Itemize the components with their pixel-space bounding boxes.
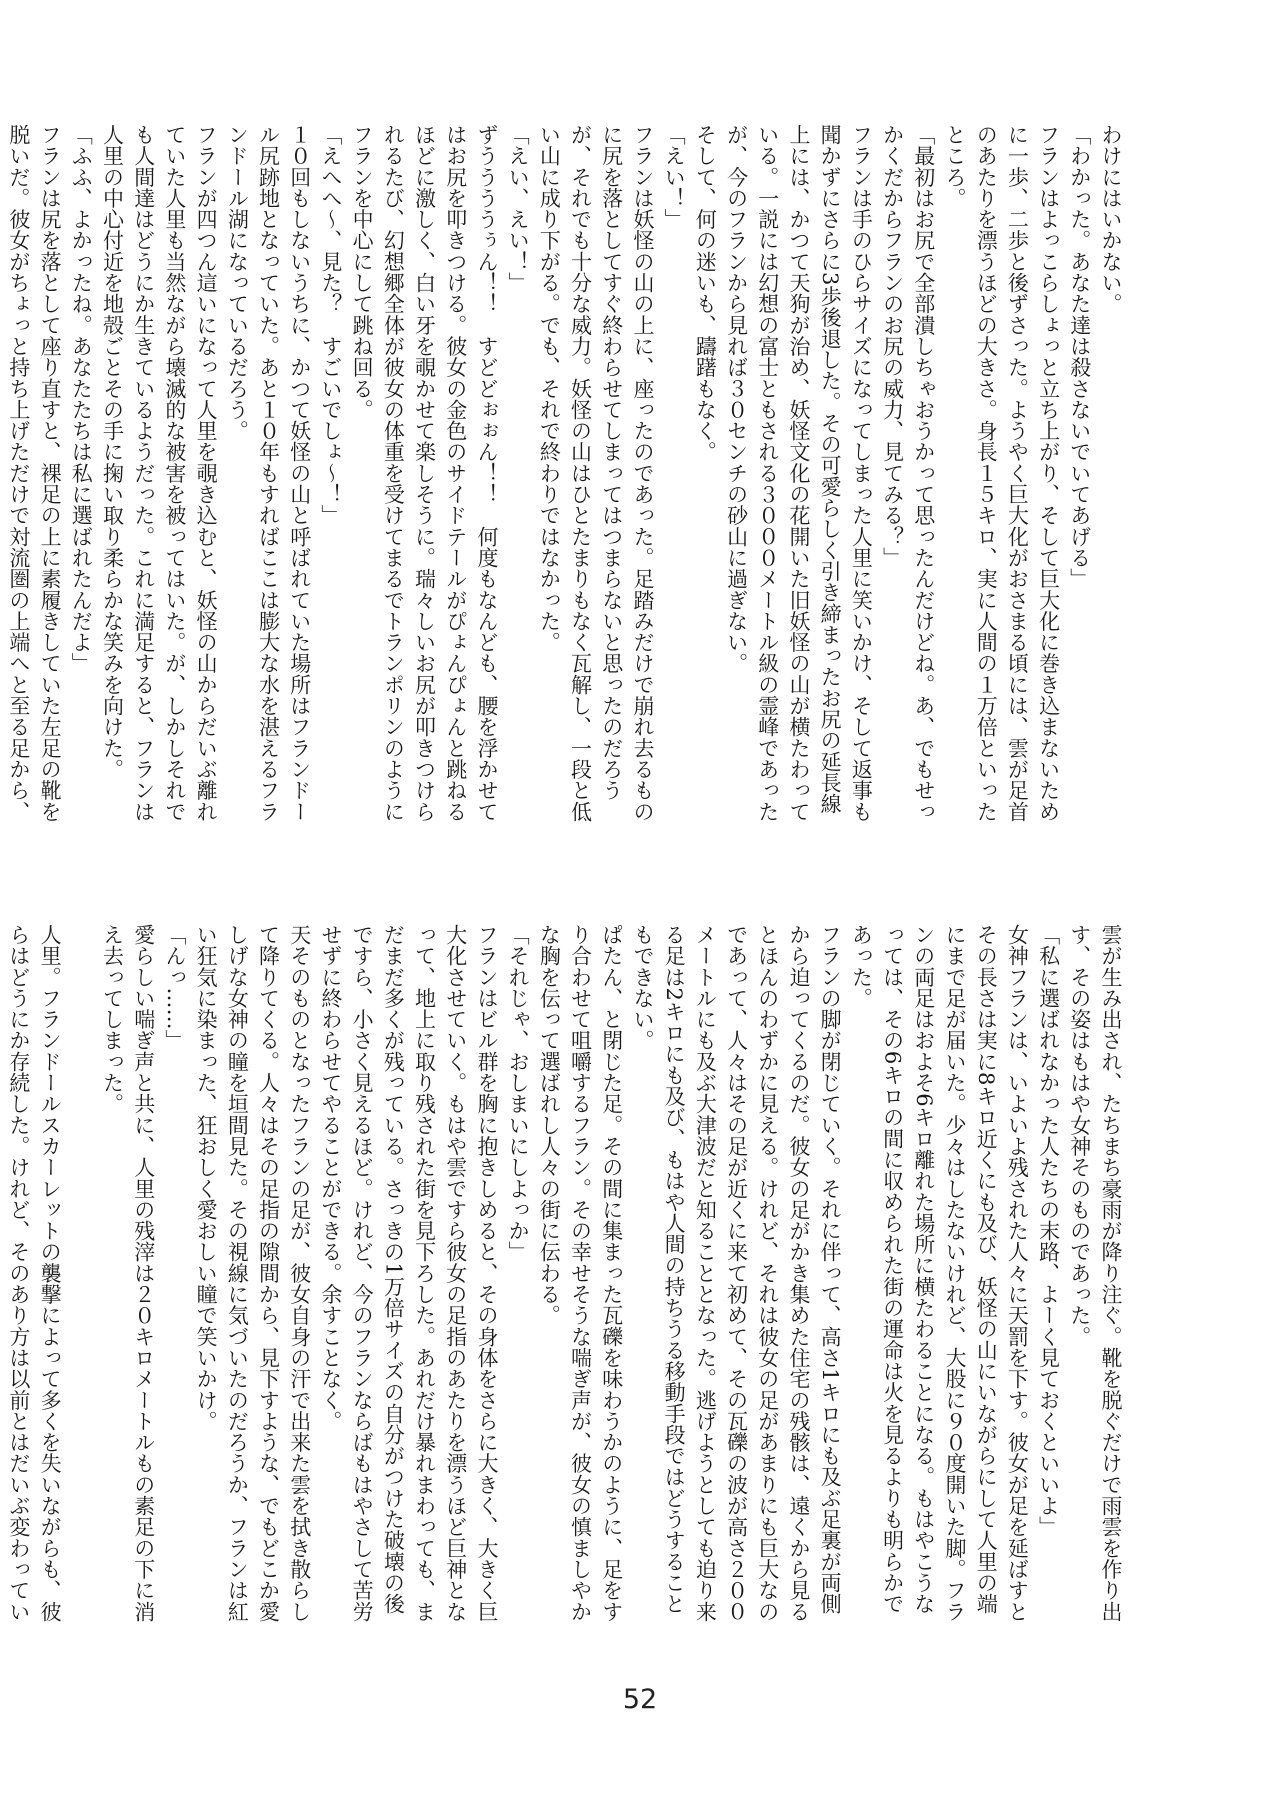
page-number: 52 bbox=[622, 1684, 658, 1715]
paragraph: 「私に選ばれなかった人たちの末路、よーく見ておくといいよ」 bbox=[1036, 924, 1061, 1538]
paragraph: ずううううぅん！！ すどどぉぉん！！ 何度もなんども、腰を浮かせてはお尻を叩きつける。彼女の金色のサイドテールがぴょんぴょんと跳ねるほどに激しく、白い牙を覗かせて楽しそうに。瑞々しいお尻が叩きつけられるたび、幻想郷全体が彼女の体重を受けてまるでトランポリンのようにフランを中心にして跳ね回る。 bbox=[350, 124, 499, 822]
paragraph: 「わかった。あなた達は殺さないでいてあげる」 bbox=[1067, 124, 1092, 590]
paragraph: 「えい！」 bbox=[662, 124, 687, 230]
paragraph: 「ふふ、よかったね。あなたたちは私に選ばれたんだよ」 bbox=[69, 124, 94, 674]
paragraph: 「それじゃ、おしまいにしよっか」 bbox=[506, 924, 531, 1263]
paragraph: 「えへへ～、見た？ すごいでしょ～！」 bbox=[318, 124, 343, 526]
paragraph: 雲が生み出され、たちまち豪雨が降り注ぐ。靴を脱ぐだけで雨雲を作り出す、その姿はもはや女神そのものであった。 bbox=[1067, 924, 1123, 1622]
paragraph: フランが四つん這いになって人里を覗き込むと、妖怪の山からだいぶ離れていた人里も当然ながら壊滅的な被害を被ってはいた。が、しかしそれでも人間達はどうにか生きているようだった。これに満足すると、フランは人里の中心付近を地殻ごとその手に掬い取り柔らかな笑みを向けた。 bbox=[100, 124, 219, 822]
paragraph: フランは妖怪の山の上に、座ったのであった。足踏みだけで崩れ去るものに尻を落としてすぐ終わらせてしまってはつまらないと思ったのだろうが、それでも十分な威力。妖怪の山はひとたまりもなく瓦解し、一段と低い山に成り下がる。でも、それで終わりではなかった。 bbox=[537, 124, 655, 822]
paragraph: フランの脚が閉じていく。それに伴って、高さ1キロにも及ぶ足裏が両側から迫ってくるのだ。彼女の足がかき集めた住宅の残骸は、遠くから見るとほんのわずかに見える。けれど、それは彼女の足があまりにも巨大なのであって、人々はその足が近くに来て初めて、その瓦礫の波が高さ２００メートルにも及ぶ大津波だと知ることとなった。逃げようとしても迫り来る足は2キロにも及び、もはや人間の持ちうる移動手段ではどうすることもできない。 bbox=[630, 924, 843, 1622]
paragraph: 女神フランは、いよいよ残された人々に天罰を下す。彼女が足を延ばすとその長さは実に8キロ近くにも及び、妖怪の山にいながらにして人里の端にまで足が届いた。少々はしたないけれど、大股に９０度開いた脚。フランの両足はおよそ6キロ離れた場所に横たわることになる。もはやこうなっては、その6キロの間に収められた街の運命は火を見るよりも明らかであった。 bbox=[849, 924, 1030, 1622]
paragraph: 愛らしい喘ぎ声と共に、人里の残滓は２０キロメートルもの素足の下に消え去ってしまった。 bbox=[100, 924, 156, 1622]
paragraph: 「えい、えい！」 bbox=[506, 124, 531, 294]
paragraph: フランはビル群を胸に抱きしめると、その身体をさらに大きく、大きく巨大化させていく。もはや雲ですら彼女の足指のあたりを漂うほど巨神となって、地上に取り残された街を見下ろした。あれだけ暴れまわっても、まだまだ多くが残っている。さっきの1万倍サイズの自分がつけた破壊の後ですら、小さく見えるほど。けれど、今のフランならばもはやさして苦労せずに終わらせてやることができる。余すことなく。 bbox=[318, 924, 499, 1622]
paragraph: 天そのものとなったフランの足が、彼女自身の汗で出来た雲を拭き散らして降りてくる。人々はその足指の隙間から、見下すような、でもどこか愛しげな女神の瞳を垣間見た。その視線に気づいたのだろうか、フランは紅い狂気に染まった、狂おしく愛おしい瞳で笑いかけ。 bbox=[194, 924, 312, 1622]
paragraph: フランは尻を落として座り直すと、裸足の上に素履きしていた左足の靴を脱いだ。彼女がちょっと持ち上げただけで対流圏の上端へと至る足から、 bbox=[6, 124, 63, 822]
paragraph: わけにはいかない。 bbox=[1099, 124, 1123, 315]
paragraph: 「んっ……」 bbox=[162, 924, 187, 1051]
upper-text-block bbox=[6, 124, 1126, 824]
paragraph: ぱたん、と閉じた足。その間に集まった瓦礫を味わうかのように、足をすり合わせて咀嚼するフラン。その幸せそうな喘ぎ声が、彼女の慎ましやかな胸を伝って選ばれし人々の街に伝わる。 bbox=[537, 924, 624, 1622]
paragraph: 「最初はお尻で全部潰しちゃおうかって思ったんだけどね。あ、でもせっかくだからフランのお尻の威力、見てみる？」 bbox=[880, 124, 936, 822]
paragraph: 人里。フランドールスカーレットの襲撃によって多くを失いながらも、彼らはどうにか存続した。けれど、そのあり方は以前とはだいぶ変わってい bbox=[6, 924, 63, 1622]
paragraph: そして、何の迷いも、躊躇もなく。 bbox=[693, 124, 718, 463]
paragraph: フランはよっこらしょっと立ち上がり、そして巨大化に巻き込まないために一歩、二歩と後ずさった。ようやく巨大化がおさまる頃には、雲が足首のあたりを漂うほどの大きさ。身長１５キロ、実に人間の１万倍といったところ。 bbox=[942, 124, 1061, 822]
paragraph: １０回もしないうちに、かつて妖怪の山と呼ばれていた場所はフランドール尻跡地となっていた。あと１０年もすればここは膨大な水を湛えるフランドール湖になっているだろう。 bbox=[225, 124, 312, 822]
lower-text-block bbox=[6, 924, 1126, 1624]
paragraph: フランは手のひらサイズになってしまった人里に笑いかけ、そして返事も聞かずにさらに3歩後退した。その可愛らしく引き締まったお尻の延長線上には、かつて天狗が治め、妖怪文化の花開いた旧妖怪の山が横たわっている。一説には幻想の富士ともされる３０００メートル級の霊峰であったが、今のフランから見れば３０センチの砂山に過ぎない。 bbox=[724, 124, 874, 822]
paragraph bbox=[65, 924, 96, 1624]
